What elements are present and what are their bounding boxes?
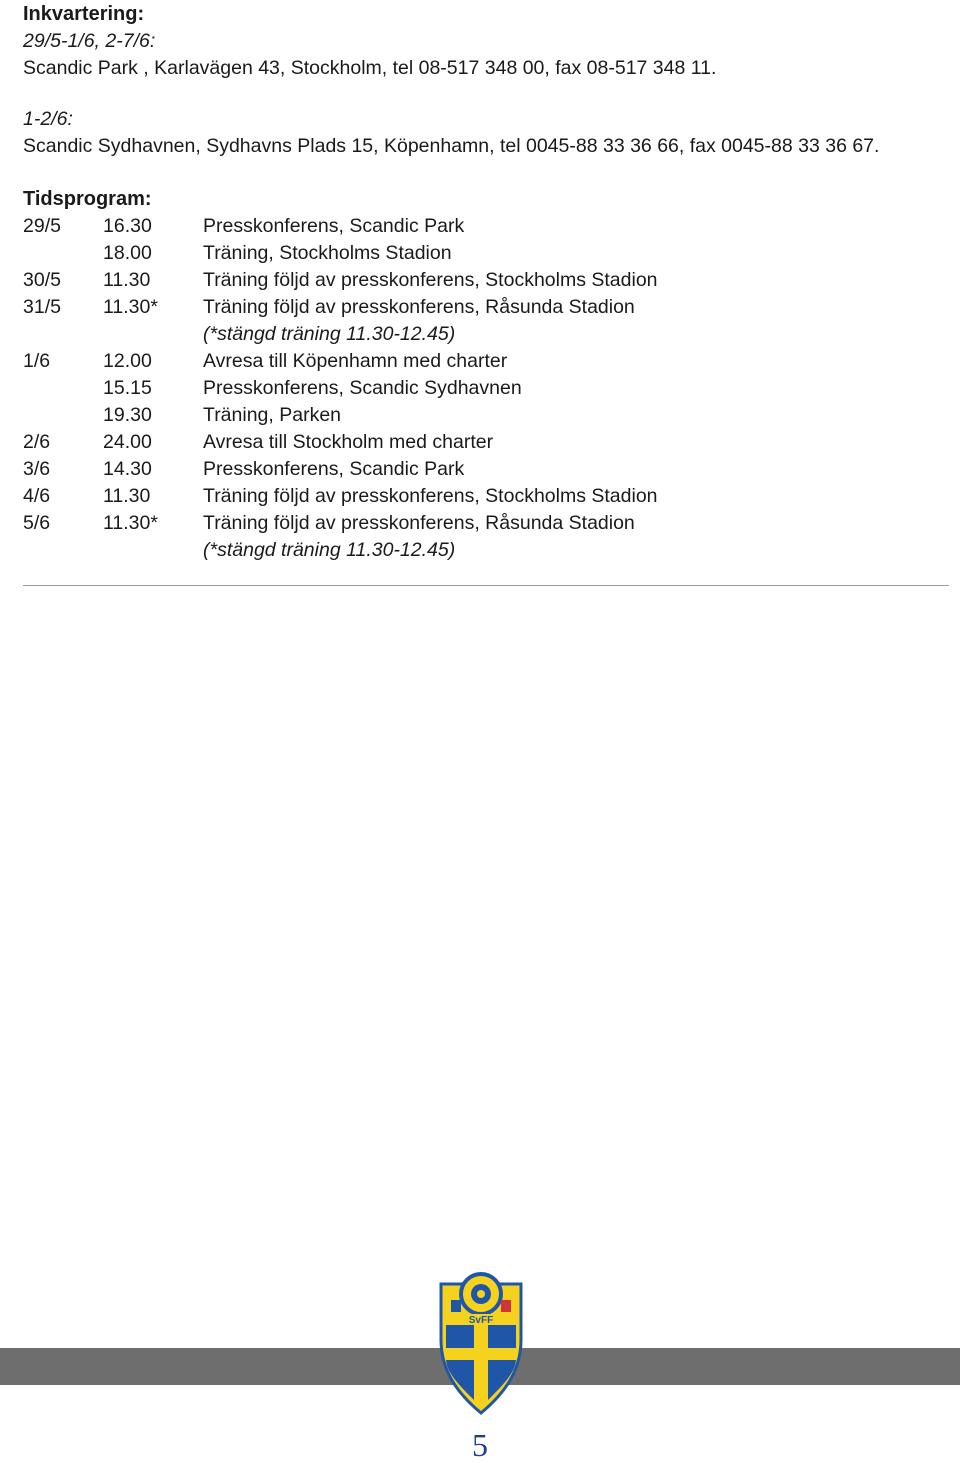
schedule-time: 12.00 <box>103 350 152 372</box>
svff-crest-logo <box>437 1270 525 1415</box>
schedule-event: Träning följd av presskonferens, Stockholms Stadion <box>203 485 658 507</box>
schedule-time: 14.30 <box>103 458 152 480</box>
schedule-event: Avresa till Stockholm med charter <box>203 431 494 453</box>
schedule-event: (*stängd träning 11.30-12.45) <box>203 323 456 345</box>
schedule-event: Presskonferens, Scandic Sydhavnen <box>203 377 522 399</box>
schedule-heading: Tidsprogram: <box>23 188 152 210</box>
crest-quarter <box>488 1325 516 1348</box>
schedule-date: 3/6 <box>23 458 51 480</box>
schedule-event: (*stängd träning 11.30-12.45) <box>203 539 456 561</box>
accommodation-dates: 1-2/6: <box>23 108 73 130</box>
accommodation-address: Scandic Park , Karlavägen 43, Stockholm, tel 08-517 348 00, fax 08-517 348 11. <box>23 57 717 79</box>
schedule-time: 15.15 <box>103 377 152 399</box>
schedule-time: 11.30* <box>103 296 158 318</box>
page-number: 5 <box>472 1427 488 1463</box>
schedule-date: 2/6 <box>23 431 51 453</box>
accommodation-dates: 29/5-1/6, 2-7/6: <box>23 30 156 52</box>
crest-flag <box>501 1300 511 1312</box>
schedule-date: 29/5 <box>23 215 61 237</box>
schedule-time: 16.30 <box>103 215 152 237</box>
schedule-time: 11.30* <box>103 512 158 534</box>
schedule-event: Träning, Stockholms Stadion <box>203 242 452 264</box>
schedule-date: 5/6 <box>23 512 51 534</box>
schedule-time: 19.30 <box>103 404 152 426</box>
schedule-event: Presskonferens, Scandic Park <box>203 458 465 480</box>
schedule-date: 1/6 <box>23 350 51 372</box>
accommodation-heading: Inkvartering: <box>23 3 145 25</box>
schedule-event: Avresa till Köpenhamn med charter <box>203 350 508 372</box>
schedule-date: 4/6 <box>23 485 51 507</box>
schedule-event: Träning följd av presskonferens, Stockholms Stadion <box>203 269 658 291</box>
schedule-time: 24.00 <box>103 431 152 453</box>
schedule-date: 31/5 <box>23 296 61 318</box>
crest-flag <box>451 1300 461 1312</box>
schedule-time: 18.00 <box>103 242 152 264</box>
section-divider <box>23 585 949 586</box>
accommodation-address: Scandic Sydhavnen, Sydhavns Plads 15, Köpenhamn, tel 0045-88 33 36 66, fax 0045-88 33 36 67. <box>23 135 880 157</box>
schedule-event: Träning följd av presskonferens, Råsunda Stadion <box>203 512 635 534</box>
schedule-time: 11.30 <box>103 269 151 291</box>
schedule-date: 30/5 <box>23 269 61 291</box>
crest-quarter <box>446 1325 474 1348</box>
schedule-event: Träning, Parken <box>203 404 342 426</box>
schedule-event: Träning följd av presskonferens, Råsunda Stadion <box>203 296 635 318</box>
schedule-time: 11.30 <box>103 485 151 507</box>
crest-text: SvFF <box>468 1315 494 1326</box>
crest-ball-center <box>477 1290 485 1298</box>
schedule-event: Presskonferens, Scandic Park <box>203 215 465 237</box>
